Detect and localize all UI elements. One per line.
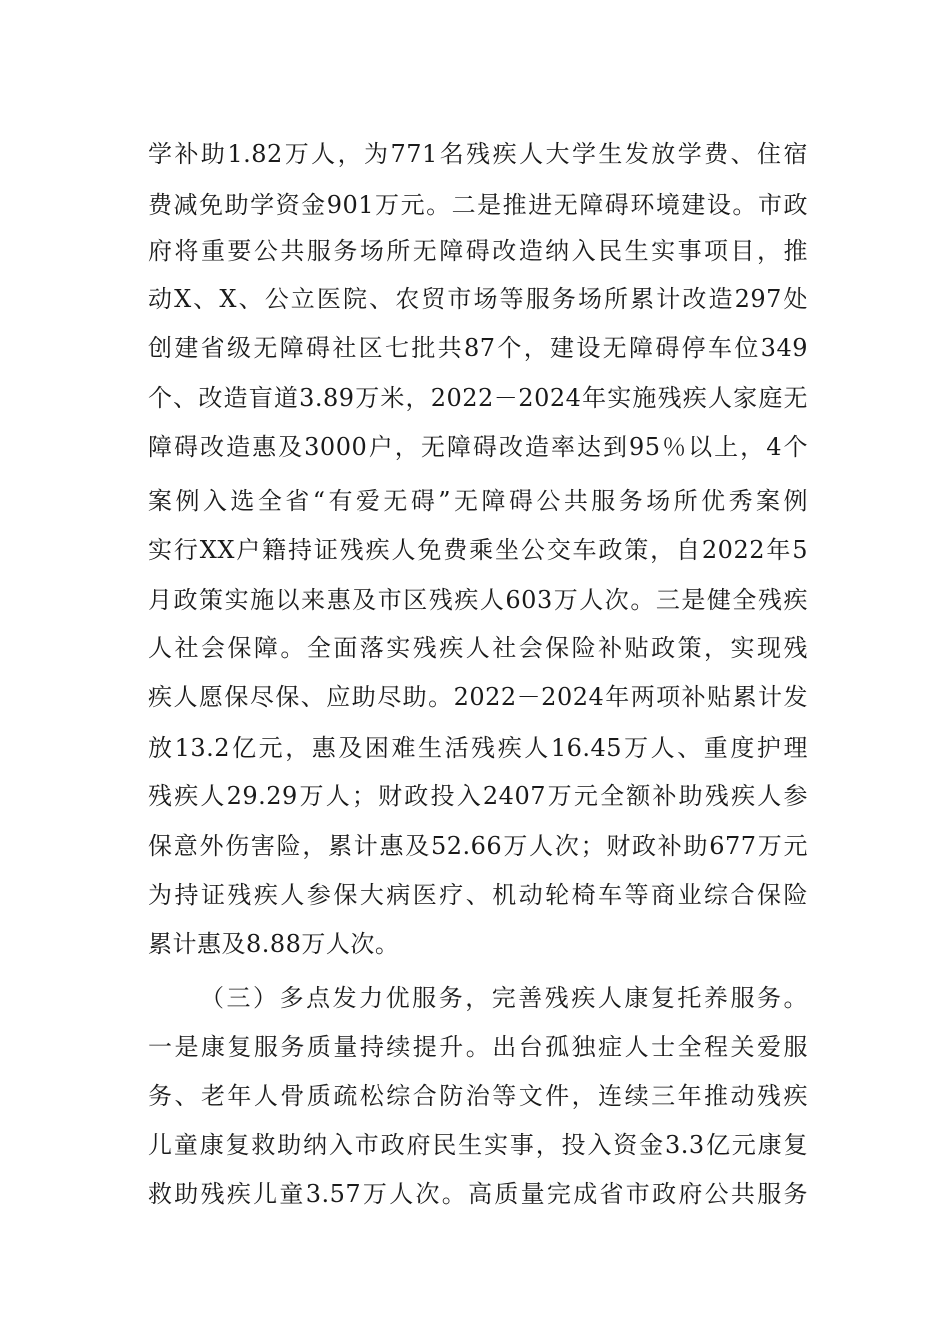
paragraph-line: 疾人愿保尽保、应助尽助。2022－2024年两项补贴累计发 xyxy=(148,683,808,711)
paragraph-line: 务、老年人骨质疏松综合防治等文件，连续三年推动残疾 xyxy=(148,1082,808,1110)
paragraph-line: 障碍改造惠及3000户，无障碍改造率达到95％以上，4个 xyxy=(148,433,808,461)
paragraph-line: 学补助1.82万人，为771名残疾人大学生发放学费、住宿 xyxy=(148,140,808,168)
paragraph-line: 月政策实施以来惠及市区残疾人603万人次。三是健全残疾 xyxy=(148,586,808,614)
paragraph-line: 动X、X、公立医院、农贸市场等服务场所累计改造297处 xyxy=(148,285,808,313)
paragraph-line: 一是康复服务质量持续提升。出台孤独症人士全程关爱服 xyxy=(148,1033,808,1061)
paragraph-line: 为持证残疾人参保大病医疗、机动轮椅车等商业综合保险 xyxy=(148,881,808,909)
paragraph-line: 保意外伤害险，累计惠及52.66万人次；财政补助677万元 xyxy=(148,832,808,860)
paragraph-line: 残疾人29.29万人；财政投入2407万元全额补助残疾人参 xyxy=(148,782,808,810)
paragraph-line: 案例入选全省“有爱无碍”无障碍公共服务场所优秀案例 xyxy=(148,487,808,515)
section-heading-line: （三）多点发力优服务，完善残疾人康复托养服务。 xyxy=(200,984,808,1012)
paragraph-line: 救助残疾儿童3.57万人次。高质量完成省市政府公共服务 xyxy=(148,1180,808,1208)
paragraph-line: 儿童康复救助纳入市政府民生实事，投入资金3.3亿元康复 xyxy=(148,1131,808,1159)
paragraph-line: 实行XX户籍持证残疾人免费乘坐公交车政策，自2022年5 xyxy=(148,536,808,564)
paragraph-line: 人社会保障。全面落实残疾人社会保险补贴政策，实现残 xyxy=(148,634,808,662)
paragraph-line: 费减免助学资金901万元。二是推进无障碍环境建设。市政 xyxy=(148,191,808,219)
paragraph-line: 累计惠及8.88万人次。 xyxy=(148,930,400,958)
paragraph-line: 个、改造盲道3.89万米，2022－2024年实施残疾人家庭无 xyxy=(148,384,808,412)
paragraph-line: 放13.2亿元，惠及困难生活残疾人16.45万人、重度护理 xyxy=(148,734,808,762)
paragraph-line: 府将重要公共服务场所无障碍改造纳入民生实事项目，推 xyxy=(148,237,808,265)
paragraph-line: 创建省级无障碍社区七批共87个，建设无障碍停车位349 xyxy=(148,334,808,362)
